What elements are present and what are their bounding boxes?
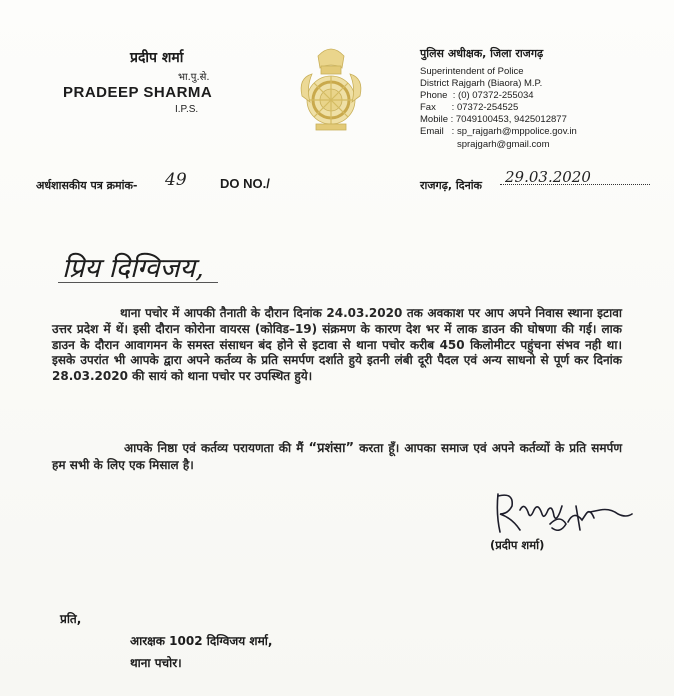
to-label: प्रति, <box>60 612 82 626</box>
office-line: Fax : 07372-254525 <box>420 102 519 114</box>
do-number: DO NO./ <box>220 176 270 191</box>
recipient-line-1: आरक्षक 1002 दिग्विजय शर्मा, <box>130 634 273 648</box>
ref-label: अर्धशासकीय पत्र क्रमांक- <box>36 179 138 192</box>
state-emblem-icon <box>288 38 374 136</box>
recipient-line-2: थाना पचोर। <box>130 656 182 670</box>
office-line: Mobile : 7049100453, 9425012877 <box>420 114 567 126</box>
ips-english: I.P.S. <box>175 104 199 115</box>
salutation-underline <box>58 282 218 283</box>
ips-hindi: भा.पु.से. <box>178 72 210 83</box>
officer-name-english: PRADEEP SHARMA <box>63 84 213 101</box>
letter-date: 29.03.2020 <box>505 168 591 186</box>
date-label: राजगढ़, दिनांक <box>420 179 482 192</box>
paragraph-2 <box>52 440 622 474</box>
ref-number: 49 <box>165 170 187 190</box>
office-line: District Rajgarh (Biaora) M.P. <box>420 78 543 90</box>
para2-before: आपके निष्ठा एवं कर्तव्य परायणता की मैं <box>124 441 304 455</box>
officer-name-hindi: प्रदीप शर्मा <box>130 50 184 66</box>
handwritten-signature-icon <box>490 484 640 544</box>
para2-after: करता हूँ। आपका समाज एवं अपने कर्तव्यों के प्रति समर्पण हम सभी के लिए एक मिसाल है। <box>52 441 623 472</box>
office-line: Superintendent of Police <box>420 66 524 77</box>
office-line: sprajgarh@gmail.com <box>420 138 550 150</box>
signatory-name: (प्रदीप शर्मा) <box>490 538 545 552</box>
salutation: प्रिय दिग्विजय, <box>62 253 204 284</box>
office-line: Phone : (0) 07372-255034 <box>420 90 534 102</box>
praise-word: “प्रशंसा” <box>308 441 355 456</box>
office-address-block <box>420 66 577 151</box>
office-title-hindi: पुलिस अधीक्षक, जिला राजगढ़ <box>420 47 544 60</box>
office-line: Email : sp_rajgarh@mppolice.gov.in <box>420 126 577 138</box>
paragraph-1: थाना पचोर में आपकी तैनाती के दौरान दिनांक 24.03.2020 तक अवकाश पर आप अपने निवास स्थाना इटावा उत्तर प्रदेश में थें। इसी दौरान कोरोना वायरस (कोविड–19) संक्रमण के कारण देश भर में लाक डाउन की घोषणा की गई। लाक डाउन के दौरान आवागमन के समस्त संसाधन बंद होने से इटावा से थाना पचोर करीब 450 किलोमीटर पहुंचना संभव नही था। इसके उपरांत भी आपके द्वारा अपने कर्तव्य के प्रति समर्पण दर्शाते हुये इतनी लंबी दूरी पैदल एवं अन्य साधनो से पूर्ण कर दिनांक 28.03.2020 की सायं को थाना पचोर पर उपस्थित हुये। <box>52 306 622 384</box>
